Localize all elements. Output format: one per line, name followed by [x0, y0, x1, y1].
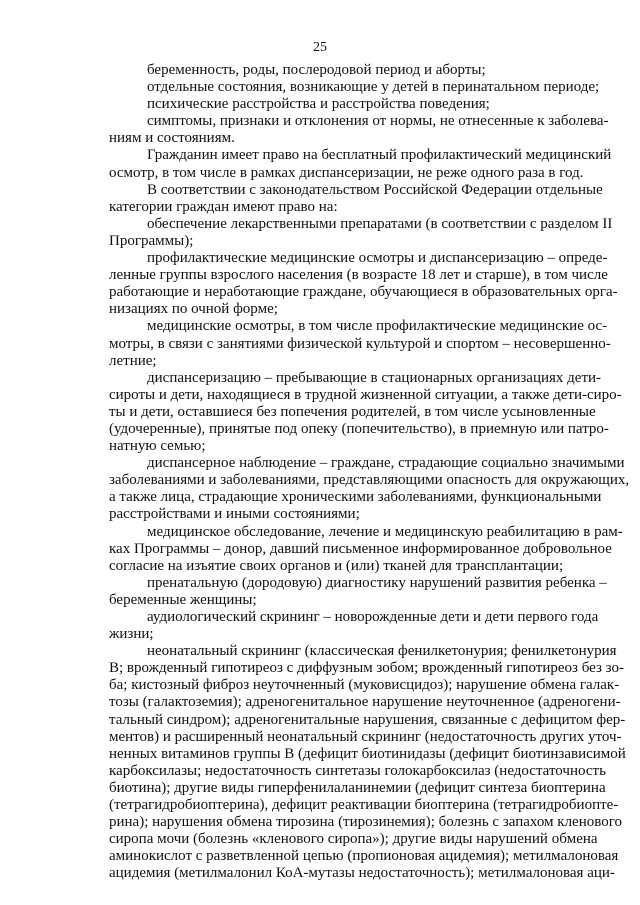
- text-line: психические расстройства и расстройства поведения;: [147, 96, 490, 113]
- text-line: летние;: [109, 352, 157, 369]
- text-line: заболеваниями и заболеваниями, представляющими опасность для окружающих,: [109, 472, 630, 489]
- text-line: диспансеризацию – пребывающие в стационарных организациях дети-: [147, 369, 602, 386]
- text-line: жизни;: [109, 626, 154, 643]
- text-line: неонатальный скрининг (классическая фенилкетонурия; фенилкетонурия: [147, 643, 617, 660]
- text-line: В; врожденный гипотиреоз с диффузным зобом; врожденный гипотиреоз без зо-: [109, 660, 625, 677]
- text-line: симптомы, признаки и отклонения от нормы, не отнесенные к заболева-: [147, 113, 609, 130]
- text-line: ниям и состояниям.: [109, 130, 235, 147]
- text-line: диспансерное наблюдение – граждане, страдающие социально значимыми: [147, 455, 625, 472]
- text-line: (тетрагидробиоптерина), дефицит реактивации биоптерина (тетрагидробиопте-: [109, 797, 619, 814]
- text-line: В соответствии с законодательством Российской Федерации отдельные: [147, 181, 603, 198]
- text-line: ацидемия (метилмалонил КоА-мутазы недостаточность); метилмалоновая аци-: [109, 865, 615, 882]
- text-line: карбоксилазы; недостаточность синтетазы голокарбоксилаз (недостаточность: [109, 762, 606, 779]
- text-line: ба; кистозный фиброз неуточненный (муковисцидоз); нарушение обмена галак-: [109, 677, 620, 694]
- text-line: аминокислот с разветвленной цепью (пропионовая ацидемия); метилмалоновая: [109, 848, 619, 865]
- text-line: пренатальную (дородовую) диагностику нарушений развития ребенка –: [147, 574, 607, 591]
- text-line: аудиологический скрининг – новорожденные дети и дети первого года: [147, 609, 599, 625]
- text-line: (удочеренные), принятые под опеку (попечительство), в приемную или патро-: [109, 420, 609, 437]
- text-line: ментов) и расширенный неонатальный скрининг (недостаточность других уточ-: [109, 728, 622, 745]
- text-line: согласие на изъятие своих органов и (или) тканей для трансплантации;: [109, 557, 564, 574]
- text-line: медицинские осмотры, в том числе профилактические медицинские ос-: [147, 318, 608, 335]
- text-line: сиропа мочи (болезнь «кленового сиропа»); другие виды нарушений обмена: [109, 831, 598, 848]
- text-line: ненных витаминов группы В (дефицит биотинидазы (дефицит биотинзависимой: [109, 745, 626, 762]
- text-line: ты и дети, оставшиеся без попечения родителей, в том числе усыновленные: [109, 403, 596, 420]
- text-line: медицинское обследование, лечение и медицинскую реабилитацию в рам-: [147, 523, 623, 540]
- page-number: 25: [313, 40, 327, 55]
- text-line: обеспечение лекарственными препаратами (в соответствии с разделом II: [147, 215, 613, 232]
- text-line: Программы);: [109, 232, 194, 249]
- document-body: [109, 62, 630, 883]
- text-line: биотина); другие виды гиперфенилаланинемии (дефицит синтеза биоптерина: [109, 779, 606, 796]
- text-line: отдельные состояния, возникающие у детей в перинатальном периоде;: [147, 79, 600, 96]
- text-line: а также лица, страдающие хроническими заболеваниями, функциональными: [109, 489, 602, 506]
- text-line: рина); нарушения обмена тирозина (тирозинемия); болезнь с запахом кленового: [109, 814, 622, 831]
- text-line: осмотр, в том числе в рамках диспансеризации, не реже одного раза в год.: [109, 164, 584, 181]
- text-line: тозы (галактоземия); адреногенитальное нарушение неуточненное (адреногени-: [109, 694, 621, 711]
- text-line: тальный синдром); адреногенитальные нарушения, связанные с дефицитом фер-: [109, 711, 626, 728]
- text-line: сироты и дети, находящиеся в трудной жизненной ситуации, а также дети-сиро-: [109, 386, 622, 403]
- text-line: профилактические медицинские осмотры и диспансеризацию – опреде-: [147, 250, 608, 267]
- text-line: мотры, в связи с занятиями физической культурой и спортом – несовершенно-: [109, 335, 611, 352]
- text-line: беременные женщины;: [109, 591, 257, 608]
- text-line: Гражданин имеет право на бесплатный профилактический медицинский: [147, 147, 612, 164]
- text-line: расстройствами и иными состояниями;: [109, 506, 360, 523]
- text-line: натную семью;: [109, 438, 206, 455]
- text-line: ленные группы взрослого населения (в возрасте 18 лет и старше), в том числе: [109, 267, 608, 284]
- text-line: работающие и неработающие граждане, обучающиеся в образовательных орга-: [109, 284, 618, 301]
- text-line: ках Программы – донор, давший письменное информированное добровольное: [109, 540, 612, 557]
- text-line: беременность, роды, послеродовой период и аборты;: [147, 62, 486, 78]
- text-line: низациях по очной форме;: [109, 301, 278, 318]
- text-line: категории граждан имеют право на:: [109, 198, 338, 215]
